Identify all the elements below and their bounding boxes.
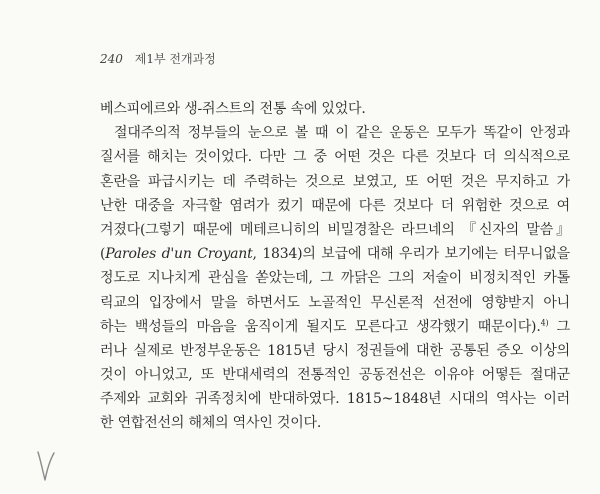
running-head xyxy=(100,50,216,67)
text-line-10 xyxy=(100,315,570,339)
text-line-10-tail: 그 xyxy=(548,318,570,335)
footnote-ref[interactable]: 4) xyxy=(540,318,549,328)
text-line-7 xyxy=(100,242,570,266)
text-line-13: 주제와 교회와 귀족정치에 반대하였다. 1815~1848년 시대의 역사는 이러 xyxy=(100,391,570,408)
text-line-14: 한 연합전선의 해체의 역사인 것이다. xyxy=(100,415,322,432)
text-line-1: 베스피에르와 생-쥐스트의 전통 속에 있었다. xyxy=(100,101,366,117)
page-number: 240 xyxy=(100,52,123,66)
pencil-check-mark-icon xyxy=(34,448,58,484)
book-title-italic: Paroles d'un Croyant xyxy=(105,246,253,263)
body-text xyxy=(100,97,570,436)
text-line-5: 난한 대중을 자극할 염려가 컸기 때문에 다른 것보다 더 위험한 것으로 여 xyxy=(100,197,570,214)
text-line-12: 것이 아니었고, 또 반대세력의 전통적인 공동전선은 이유야 어떻든 절대군 xyxy=(100,367,570,384)
paren-open: ( xyxy=(100,246,106,263)
text-line-9: 릭교의 입장에서 말을 하면서도 노골적인 무신론적 선전에 영향받지 아니 xyxy=(100,294,570,311)
text-line-3: 질서를 해치는 것이었다. 다만 그 중 어떤 것은 다른 것보다 더 의식적으로 xyxy=(100,149,570,166)
text-line-2: 절대주의적 정부들의 눈으로 볼 때 이 같은 운동은 모두가 똑같이 안정과 xyxy=(114,125,570,142)
chapter-title: 제1부 전개과정 xyxy=(134,52,216,66)
text-line-4: 혼란을 파급시키는 데 주력하는 것으로 보였고, 또 어떤 것은 무지하고 가 xyxy=(100,173,570,190)
text-line-8: 정도로 지나치게 관심을 쏟았는데, 그 까닭은 그의 저술이 비정치적인 카톨 xyxy=(100,270,570,287)
text-line-7-rest: , 1834)의 보급에 대해 우리가 보기에는 터무니없을 xyxy=(252,246,570,263)
text-line-6: 겨졌다(그렇기 때문에 메테르니히의 비밀경찰은 라므네의 『신자의 말씀』 xyxy=(100,221,570,238)
text-line-11: 러나 실제로 반정부운동은 1815년 당시 정권들에 대한 공통된 증오 이상의 xyxy=(100,342,570,359)
text-line-10-main: 하는 백성들의 마음을 움직이게 될지도 모른다고 생각했기 때문이다). xyxy=(100,318,541,335)
